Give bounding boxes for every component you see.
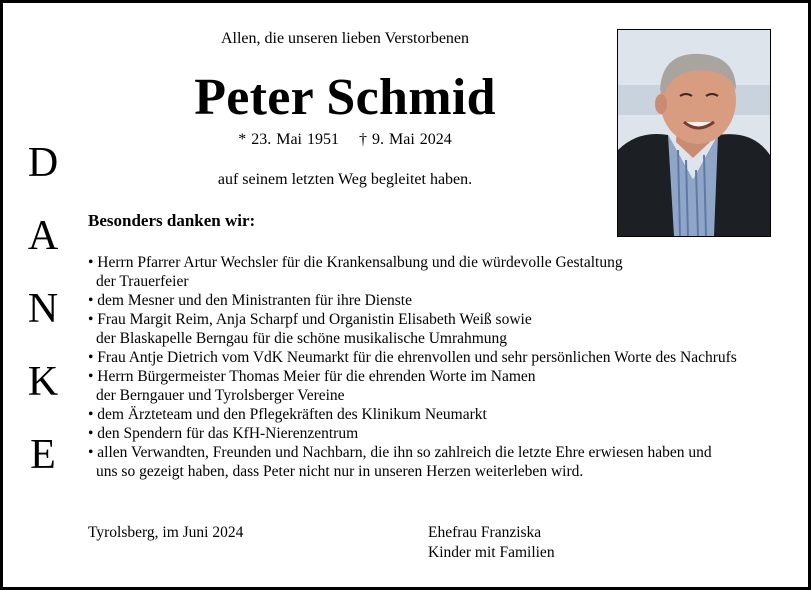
list-item [88, 348, 737, 367]
list-item-line: • Frau Antje Dietrich vom VdK Neumarkt für die ehrenvollen und sehr persönlichen Worte des Nachrufs [88, 349, 737, 366]
list-item-continuation: der Trauerfeier [96, 273, 189, 290]
list-item [88, 424, 737, 443]
list-item [88, 253, 737, 291]
list-item-continuation: uns so gezeigt haben, dass Peter nicht nur in unseren Herzen weiterleben wird. [96, 463, 584, 480]
list-item [88, 367, 737, 405]
signer-family: Kinder mit Familien [428, 544, 555, 561]
danke-letter: D [27, 140, 59, 186]
deceased-name: Peter Schmid [194, 69, 496, 126]
place-date: Tyrolsberg, im Juni 2024 [88, 524, 244, 541]
portrait-illustration [618, 30, 770, 236]
list-item-line: • allen Verwandten, Freunden und Nachbarn, die ihn so zahlreich die letzte Ehre erwiesen haben und [88, 444, 712, 461]
life-dates [130, 131, 560, 149]
list-item-line: • Herrn Pfarrer Artur Wechsler für die Krankensalbung und die würdevolle Gestaltung [88, 254, 623, 271]
list-item-line: • Frau Margit Reim, Anja Scharpf und Organistin Elisabeth Weiß sowie [88, 311, 532, 328]
intro-text: Allen, die unseren lieben Verstorbenen [220, 30, 470, 47]
danke-letter: E [30, 432, 56, 478]
signatures [428, 523, 555, 563]
list-item-continuation: der Berngauer und Tyrolsberger Vereine [96, 387, 345, 404]
danke-letter: K [27, 359, 59, 405]
thanks-heading: Besonders danken wir: [88, 211, 256, 230]
list-item-line: • dem Ärzteteam und den Pflegekräften des Klinikum Neumarkt [88, 406, 487, 423]
birth-date: * 23. Mai 1951 [238, 131, 339, 148]
death-date: † 9. Mai 2024 [359, 131, 452, 148]
list-item-continuation: der Blaskapelle Berngau für die schöne musikalische Umrahmung [96, 330, 508, 347]
portrait-photo [617, 29, 771, 237]
danke-vertical-word [20, 138, 66, 503]
outro-text: auf seinem letzten Weg begleitet haben. [217, 171, 473, 188]
list-item-line: • dem Mesner und den Ministranten für ihre Dienste [88, 292, 412, 309]
list-item-line: • Herrn Bürgermeister Thomas Meier für die ehrenden Worte im Namen [88, 368, 536, 385]
list-item [88, 291, 737, 310]
list-item [88, 310, 737, 348]
list-item [88, 443, 737, 481]
signer-spouse: Ehefrau Franziska [428, 524, 542, 541]
danke-letter: A [27, 213, 59, 259]
thanks-list [88, 253, 737, 481]
list-item [88, 405, 737, 424]
danke-letter: N [27, 286, 59, 332]
list-item-line: • den Spendern für das KfH-Nierenzentrum [88, 425, 359, 442]
